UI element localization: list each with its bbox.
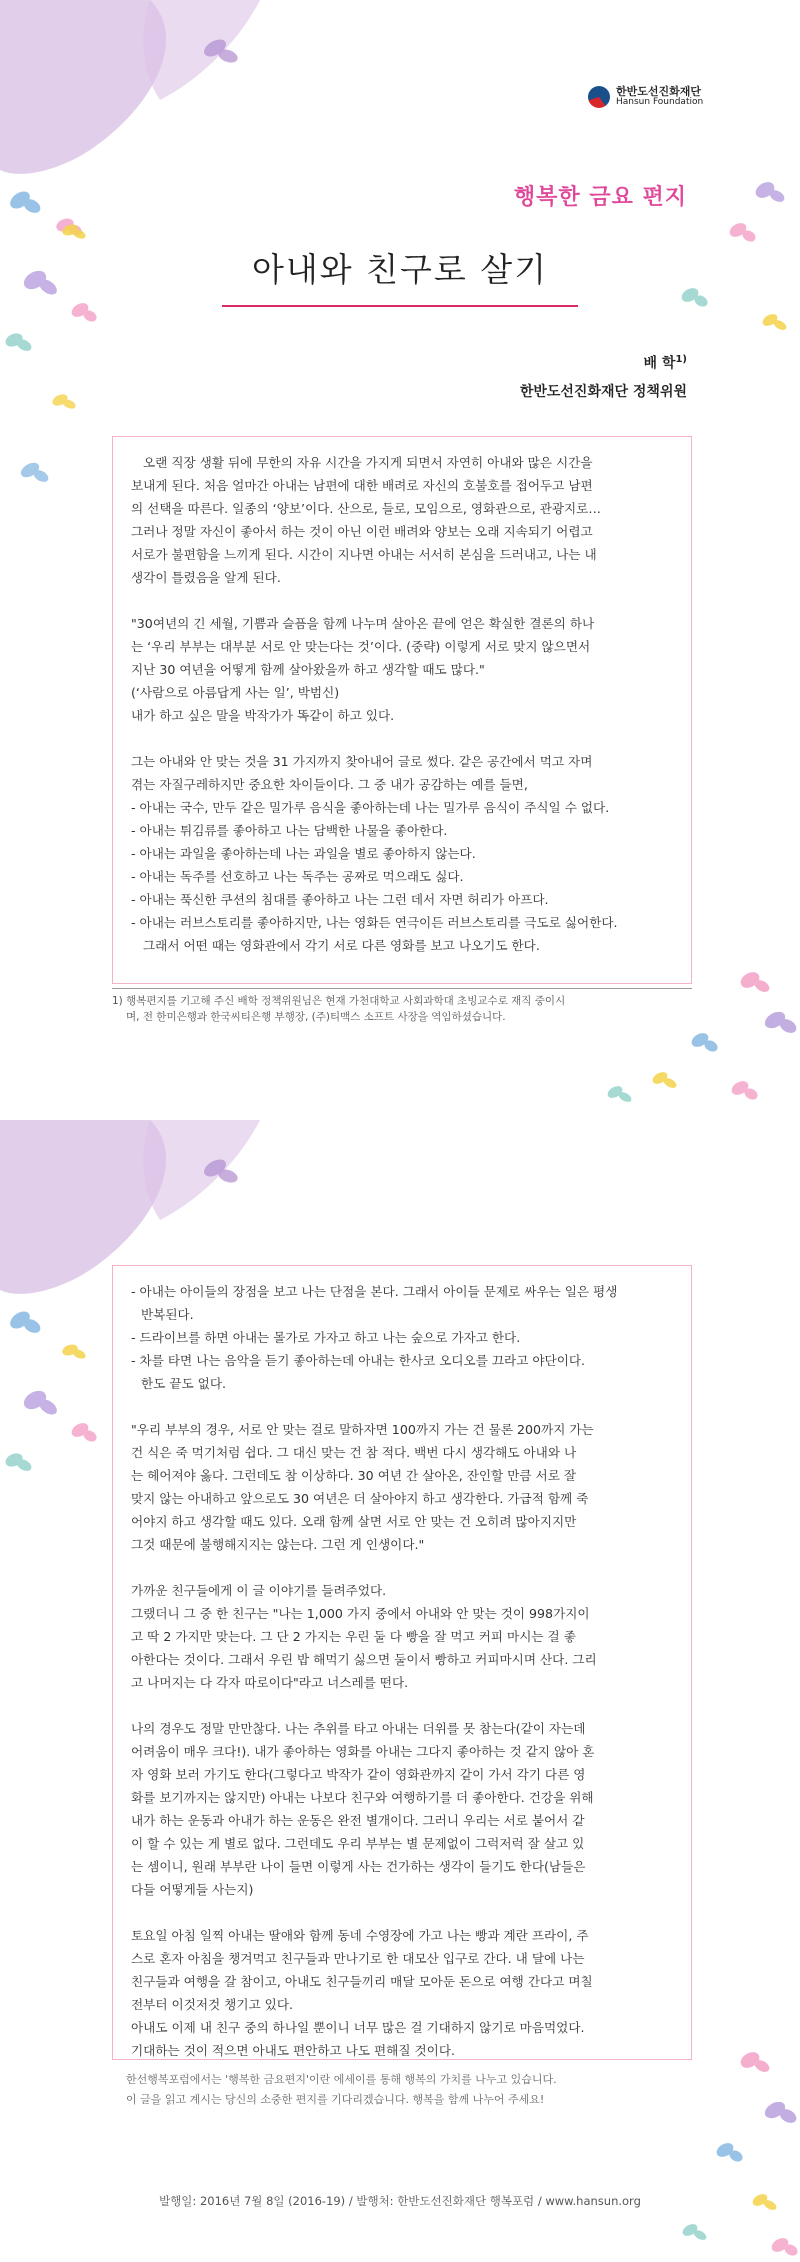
text-line: 보내게 된다. 처음 얼마간 아내는 남편에 대한 배려로 자신의 호불호를 접어두고 남편 [131,478,593,493]
text-line: 아한다는 것이다. 그래서 우린 밥 해먹기 싫으면 둘이서 빵하고 커피마시며 산다. 그리 [131,1652,597,1667]
list-item: - 아내는 독주를 선호하고 나는 독주는 공짜로 먹으래도 싫다. [131,869,464,884]
text-line: 고 나머지는 다 각자 따로이다"라고 너스레를 떤다. [131,1675,409,1690]
author-footnote-mark: 1) [675,354,687,365]
text-line: "우리 부부의 경우, 서로 안 맞는 걸로 말하자면 100까지 가는 건 물론 200까지 가는 [131,1422,594,1437]
letter-body-box-2 [112,1265,692,2060]
paragraph [131,1717,673,1901]
butterfly-decoration-left [0,170,110,550]
paragraph [131,1280,673,1395]
list-item: - 아내는 과일을 좋아하는데 나는 과일을 별로 좋아하지 않는다. [131,846,476,861]
text-line: 아내도 이제 내 친구 중의 하나일 뿐이니 너무 많은 걸 기대하지 않기로 마음먹었다. [131,2020,585,2035]
text-line: 한도 끝도 없다. [141,1376,227,1391]
text-line: 다들 어떻게들 사는지) [131,1882,254,1897]
text-line: (‘사람으로 아름답게 사는 일’, 박범신) [131,685,340,700]
series-title: 행복한 금요 편지 [513,185,687,210]
logo-mark-icon [588,86,610,108]
paragraph [131,750,673,957]
paragraph [131,1924,673,2062]
closing-line: 한선행복포럼에서는 '행복한 금요편지'이란 에세이를 통해 행복의 가치를 나누고 있습니다. [126,2073,557,2086]
text-line: 지난 30 여년을 어떻게 함께 살아왔을까 하고 생각할 때도 많다." [131,662,485,677]
letter-title: 아내와 친구로 살기 [251,250,548,289]
text-line: 전부터 이것저것 챙기고 있다. [131,1997,293,2012]
list-item: - 아내는 국수, 만두 같은 밀가루 음식을 좋아하는데 나는 밀가루 음식이 주식일 수 없다. [131,800,610,815]
list-item: - 드라이브를 하면 아내는 몰가로 가자고 하고 나는 숲으로 가자고 한다. [131,1330,521,1345]
paragraph [131,612,673,727]
logo-name-korean: 한반도선진화재단 [616,85,702,98]
list-item: - 아내는 아이들의 장점을 보고 나는 단점을 본다. 그래서 아이들 문제로 싸우는 일은 평생 [131,1284,618,1299]
text-line: 어려움이 매우 크다!). 내가 좋아하는 영화를 아내는 그다지 좋아하는 것 같지 않아 혼 [131,1744,595,1759]
text-line: 맞지 않는 아내하고 앞으로도 30 여년은 더 살아야지 하고 생각한다. 가급적 함께 죽 [131,1491,589,1506]
hansun-foundation-logo [588,86,703,108]
text-line: 화를 보기까지는 않지만) 아내는 나보다 친구와 여행하기를 더 좋아한다. 건강을 위해 [131,1790,594,1805]
text-line: 자 영화 보러 가기도 한다(그렇다고 박작가 같이 영화관까지 같이 가서 각기 다른 영 [131,1767,586,1782]
page-gap [0,1110,800,1120]
text-line: 는 셈이니, 원래 부부란 나이 들면 이렇게 사는 건가하는 생각이 들기도 한다(남들은 [131,1859,586,1874]
text-line: 의 선택을 따른다. 일종의 ‘양보’이다. 산으로, 들로, 모임으로, 영화관으로, 관광지로… [131,501,601,516]
author-name: 배 학 [643,355,676,372]
text-line: 그는 아내와 안 맞는 것을 31 가지까지 찾아내어 글로 썼다. 같은 공간에서 먹고 자며 [131,754,593,769]
text-line: 이 할 수 있는 게 별로 없다. 그런데도 우리 부부는 별 문제없이 그럭저럭 잘 살고 있 [131,1836,585,1851]
text-line: 그것 때문에 불행해지지는 않는다. 그런 게 인생이다." [131,1537,425,1552]
list-item: - 차를 타면 나는 음악을 듣기 좋아하는데 아내는 한사코 오디오를 끄라고 야단이다. [131,1353,586,1368]
text-line: 스로 혼자 아침을 챙겨먹고 친구들과 만나기로 한 대모산 입구로 간다. 내 달에 나는 [131,1951,585,1966]
text-line: 겪는 자질구레하지만 중요한 차이들이다. 그 중 내가 공감하는 예를 들면, [131,777,528,792]
list-item: - 아내는 러브스토리를 좋아하지만, 나는 영화든 연극이든 러브스토리를 극도로 싫어한다. [131,915,618,930]
list-item: - 아내는 튀김류를 좋아하고 나는 담백한 나물을 좋아한다. [131,823,448,838]
closing-line: 이 글을 읽고 계시는 당신의 소중한 편지를 기다리겠습니다. 행복을 함께 나누어 주세요! [126,2093,545,2106]
list-item: 반복된다. [141,1307,194,1322]
text-line: 고 딱 2 가지만 맞는다. 그 단 2 가지는 우린 둘 다 빵을 잘 먹고 커피 마시는 걸 좋 [131,1629,576,1644]
text-line: 내가 하고 싶은 말을 박작가가 똑같이 하고 있다. [131,708,395,723]
closing-note [126,2070,686,2110]
text-line: 오랜 직장 생활 뒤에 무한의 자유 시간을 가지게 되면서 자연히 아내와 많은 시간을 [143,455,593,470]
text-line: 서로가 불편함을 느끼게 된다. 시간이 지나면 아내는 서서히 본심을 드러내고, 나는 내 [131,547,597,562]
list-item: - 아내는 푹신한 쿠션의 침대를 좋아하고 나는 그런 데서 자면 허리가 아프다. [131,892,549,907]
text-line: 그러나 정말 자신이 좋아서 하는 것이 아닌 이런 배려와 양보는 오래 지속되기 어렵고 [131,524,593,539]
text-line: 건 식은 죽 먹기처럼 쉽다. 그 대신 맞는 건 참 적다. 백번 다시 생각해도 아내와 나 [131,1445,577,1460]
letter-body-box-1 [112,436,692,984]
text-line: 내가 하는 운동과 아내가 하는 운동은 완전 별개이다. 그러니 우리는 서로 붙어서 같 [131,1813,585,1828]
text-line: 어야지 하고 생각할 때도 있다. 오래 함께 살면 서로 안 맞는 건 오히려 많아지지만 [131,1514,577,1529]
text-line: 기대하는 것이 적으면 아내도 편안하고 나도 편해질 것이다. [131,2043,455,2058]
text-line: 생각이 틀렸음을 알게 된다. [131,570,281,585]
footnote-line: 1) 행복편지를 기고해 주신 배학 정책위원님은 현재 가천대학교 사회과학대 초빙교수로 재직 중이시 [112,995,566,1007]
text-line: "30여년의 긴 세월, 기쁨과 슬픔을 함께 나누며 살아온 끝에 얻은 확실한 결론의 하나 [131,616,595,631]
logo-name-english: Hansun Foundation [616,97,704,108]
text-line: 는 헤어져야 옳다. 그런데도 참 이상하다. 30 여년 간 살아온, 잔인할 만큼 서로 잘 [131,1468,577,1483]
letter-page-1 [0,0,800,1110]
text-line: 그랬더니 그 중 한 친구는 "나는 1,000 가지 중에서 아내와 안 맞는 것이 998가지이 [131,1606,590,1621]
paragraph [131,451,673,589]
text-line: 나의 경우도 정말 만만찮다. 나는 추위를 타고 아내는 더위를 못 참는다(같이 자는데 [131,1721,586,1736]
text-line: 친구들과 여행을 갈 참이고, 아내도 친구들끼리 매달 모아둔 돈으로 여행 간다고 며칠 [131,1974,593,1989]
text-line: 가까운 친구들에게 이 글 이야기를 들려주었다. [131,1583,387,1598]
butterfly-decoration-left [0,1290,110,1670]
paragraph [131,1579,673,1694]
footnote-line: 며, 전 한미은행과 한국씨티은행 부행장, (주)티맥스 소프트 사장을 역임하셨습니다. [126,1011,506,1023]
paragraph [131,1418,673,1556]
footnote [112,988,692,1025]
text-line: 그래서 어떤 때는 영화관에서 각기 서로 다른 영화를 보고 나오기도 한다. [143,938,540,953]
author-block [520,346,687,406]
title-block [222,244,578,307]
publication-info: 발행일: 2016년 7월 8일 (2016-19) / 발행처: 한반도선진화재단 행복포럼 / www.hansun.org [159,2194,641,2208]
author-position: 한반도선진화재단 정책위원 [519,383,687,400]
text-line: 는 ‘우리 부부는 대부분 서로 안 맞는다는 것’이다. (중략) 이렇게 서로 맞지 않으면서 [131,639,591,654]
text-line: 토요일 아침 일찍 아내는 딸애와 함께 동네 수영장에 가고 나는 빵과 계란 프라이, 주 [131,1928,589,1943]
